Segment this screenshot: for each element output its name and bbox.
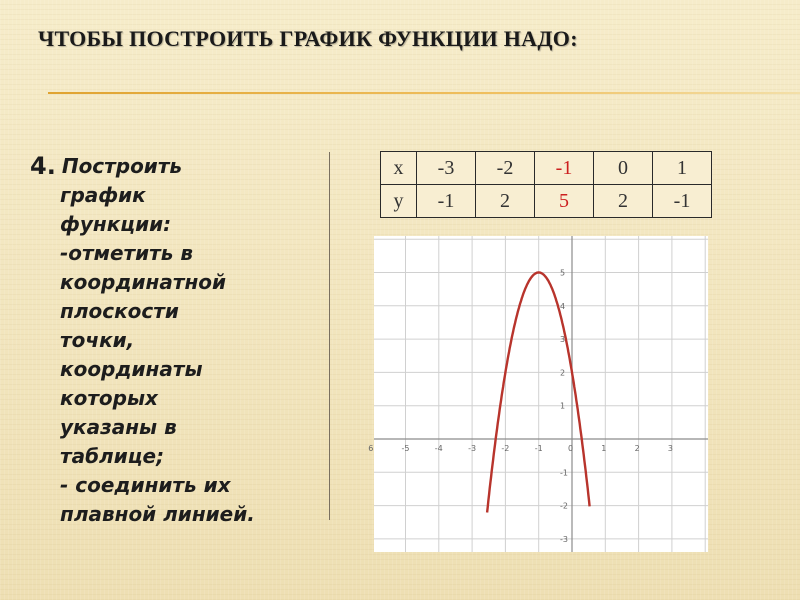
x-tick-label: 1 xyxy=(601,444,607,453)
y-tick-label: 1 xyxy=(560,401,566,411)
step-line: которых xyxy=(60,386,158,410)
table-cell-highlight: -1 xyxy=(535,152,594,185)
step-line: таблице; xyxy=(60,444,165,468)
y-tick-label: 4 xyxy=(560,301,566,311)
step-line: плавной линией. xyxy=(60,502,255,526)
step-line: координаты xyxy=(60,357,203,381)
x-tick-label: 0 xyxy=(568,444,574,453)
x-tick-label: -2 xyxy=(501,444,510,453)
table-row-y xyxy=(381,185,712,218)
y-tick-label: 5 xyxy=(560,268,566,278)
x-tick-label: -3 xyxy=(468,444,477,453)
step-line: Построить xyxy=(61,154,183,178)
table-cell: 0 xyxy=(594,152,653,185)
x-tick-label: -5 xyxy=(401,444,410,453)
graph-canvas xyxy=(368,236,708,552)
table-cell: -2 xyxy=(476,152,535,185)
table-cell-label: x xyxy=(381,152,417,185)
table-cell: 1 xyxy=(653,152,712,185)
x-tick-label: 3 xyxy=(667,444,673,453)
function-graph xyxy=(368,236,708,552)
x-tick-label: 2 xyxy=(634,444,640,453)
slide-title: ЧТОБЫ ПОСТРОИТЬ ГРАФИК ФУНКЦИИ НАДО: xyxy=(38,26,578,51)
step-line: указаны в xyxy=(60,415,177,439)
vertical-divider xyxy=(329,152,330,520)
step-line: - соединить их xyxy=(60,473,231,497)
table-row-x xyxy=(381,152,712,185)
y-tick-label: -2 xyxy=(560,501,568,511)
step-line: координатной xyxy=(60,270,227,294)
table-cell: -1 xyxy=(417,185,476,218)
instruction-text xyxy=(30,152,330,529)
values-table xyxy=(380,151,712,218)
table-cell: -3 xyxy=(417,152,476,185)
step-line: график xyxy=(60,183,146,207)
step-line: функции: xyxy=(60,212,172,236)
x-tick-label: -4 xyxy=(434,444,443,453)
step-line: -отметить в xyxy=(60,241,194,265)
y-tick-label: 3 xyxy=(560,335,566,345)
table-cell-label: y xyxy=(381,185,417,218)
table-cell: 2 xyxy=(594,185,653,218)
title-underline xyxy=(48,92,800,94)
step-line: плоскости xyxy=(60,299,179,323)
y-tick-label: 2 xyxy=(560,368,566,378)
x-tick-label: 6 xyxy=(368,444,374,453)
step-line: точки, xyxy=(60,328,135,352)
y-tick-label: -3 xyxy=(560,534,568,544)
table-cell: -1 xyxy=(653,185,712,218)
x-tick-label: -1 xyxy=(534,444,543,453)
y-tick-label: -1 xyxy=(560,468,568,478)
table-cell: 2 xyxy=(476,185,535,218)
step-number: 4. xyxy=(30,152,56,180)
table-cell-highlight: 5 xyxy=(535,185,594,218)
